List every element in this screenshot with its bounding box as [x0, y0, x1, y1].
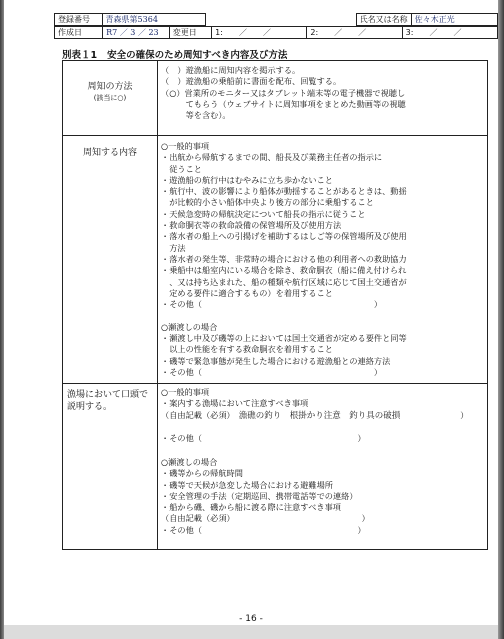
- oral-free-note: （自由記載（必須）: [161, 409, 235, 420]
- oral-free-close: ）: [460, 409, 469, 420]
- oral-general: [161, 387, 483, 444]
- created-date-label: 作成日: [55, 27, 103, 39]
- owner-name: 佐々木正光: [411, 14, 497, 26]
- row-divider-2: [63, 383, 487, 384]
- oral-other: ・その他（ ）: [161, 432, 366, 443]
- document-page: [4, 0, 498, 639]
- notice-table: [62, 60, 488, 550]
- header-row-1: [55, 14, 498, 26]
- handwritten-entry: 漁礁の釣り 根掛かり注意 釣り具の破損: [238, 410, 401, 421]
- header-row-2: [55, 27, 498, 39]
- oral-free-entry: [161, 410, 483, 422]
- content-items: ○一般的事項 ・出航から帰航するまでの間、船長及び業務主任者の指示に 従うこと ・遊漁船の航行中はむやみに立ち歩かないこと ・航行中、波の影響により船体が動揺することがあるときは、動揺 が比較的小さい船体中央より後方の部分に乗船すること ・天候急変時の帰航決定について船長の指示に従うこと ・救命胴衣等の救命設備の保管場所及び使用方法 ・落水者の船上への引揚げを補助するはしご等の保管場所及び使用 方法 ・落水者の発生等、非常時の場合における他の利用者への救助協力 ・乗船中は船室内にいる場合を除き、救命胴衣（船に備え付けられ 、又は持ち込まれた、船の種類や航行区域に応じて国土交通省が 定める要件に適合するもの）を着用すること ・その他（ ） ○瀬渡しの場合 ・瀬渡し中及び磯等の上においては国土交通省が定める要件と同等 以上の性能を有する救命胴衣を着用すること ・磯等で緊急事態が発生した場合における遊漁船との連絡方法 ・その他（ ）: [161, 141, 407, 377]
- created-date: R7 ／ 3 ／ 23: [103, 27, 170, 39]
- viewer-right-edge: [498, 0, 504, 639]
- method-label-text: 周知の方法: [87, 82, 133, 92]
- section-code: 別表１1: [62, 50, 98, 61]
- oral-general-item: ・案内する漁場において注意すべき事項: [161, 398, 309, 409]
- method-label: [63, 79, 157, 103]
- registration-label: 登録番号: [55, 14, 103, 26]
- oral-seto-items: ○瀬渡しの場合 ・磯等からの帰航時間 ・磯等で天候が急変した場合における避難場所 ・安全管理の手法（定期巡回、携帯電話等での連絡） ・船から磯、磯から船に渡る際に注意すべき事項 （自由記載（必須） ） ・その他（ ）: [161, 457, 370, 535]
- oral-general-title: ○一般的事項: [161, 387, 210, 397]
- change-date-1: 1: ／ ／: [212, 27, 307, 39]
- oral-label-line-1: 漁場において口頭で: [67, 390, 149, 400]
- registration-number: 青森県第5364: [102, 14, 206, 26]
- content-label: 周知する内容: [82, 148, 137, 158]
- method-label-note: (該当に○): [93, 94, 127, 102]
- header-table: [54, 13, 498, 26]
- section-title: [62, 47, 287, 61]
- row-divider-1: [63, 135, 487, 136]
- change-date-2: 2: ／ ／: [307, 27, 402, 39]
- oral-label-line-2: 説明する。: [67, 402, 113, 412]
- oral-label: [67, 389, 155, 413]
- page-number: - 16 -: [239, 614, 263, 624]
- viewer-bottom-strip: [4, 625, 498, 639]
- name-label: 氏名又は名称: [356, 14, 411, 26]
- changed-date-label: 変更日: [169, 27, 211, 39]
- section-heading: 安全の確保のため周知すべき内容及び方法: [107, 50, 288, 61]
- change-date-3: 3: ／ ／: [402, 27, 497, 39]
- method-options: （ ）遊漁船に周知内容を掲示する。 （ ）遊漁船の乗船前に書面を配布、回覧する。 （○）営業所のモニター又はタブレット端末等の電子機器で視聴し てもらう（ウェブサイトに周知事項をまとめた動画等の視聴 等を含む）。: [161, 65, 406, 121]
- header-table-dates: [54, 26, 498, 39]
